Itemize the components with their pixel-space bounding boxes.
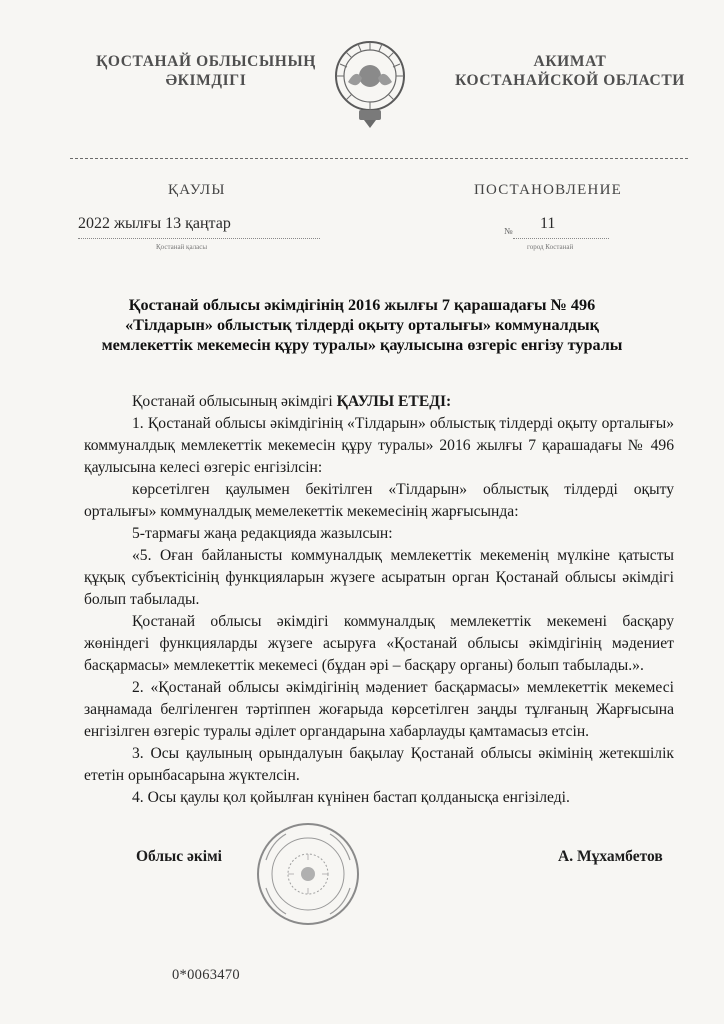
paragraph-3: 5-тармағы жаңа редакцияда жазылсын: xyxy=(132,525,393,542)
paragraph-8: 4. Осы қаулы қол қойылған күнінен бастап қолданысқа енгізіледі. xyxy=(132,789,570,806)
header-russian-line2: КОСТАНАЙСКОЙ ОБЛАСТИ xyxy=(455,72,685,89)
paragraph-7: 3. Осы қаулының орындалуын бақылау Қостанай облысы әкімінің жетекшілік ететін орынбасарына жүктелсін. xyxy=(84,745,674,784)
title-line1: Қостанай облысы әкімдігінің 2016 жылғы 7 қарашадағы № 496 xyxy=(128,296,596,314)
official-seal-icon xyxy=(252,820,364,928)
title-line2: «Тілдарын» облыстық тілдерді оқыту орталығы» коммуналдық xyxy=(125,316,599,334)
doc-type-russian: ПОСТАНОВЛЕНИЕ xyxy=(474,182,622,198)
intro-paragraph xyxy=(84,391,674,413)
document-date: 2022 жылғы 13 қаңтар xyxy=(78,215,231,232)
header-divider xyxy=(70,158,688,159)
title-line3: мемлекеттік мекемесін құру туралы» қаулысына өзгеріс енгізу туралы xyxy=(101,336,623,354)
header-kazakh-line1: ҚОСТАНАЙ ОБЛЫСЫНЫҢ xyxy=(96,53,316,70)
number-label: № xyxy=(504,226,513,236)
document-body xyxy=(84,391,674,809)
paragraph-4: «5. Оған байланысты коммуналдық мемлекеттік мекеменің мүлкіне қатысты құқық субъектісінің функцияларын жүзеге асыратын орган Қостанай облысы әкімдігі болып табылады. xyxy=(84,547,674,608)
doc-type-kazakh: ҚАУЛЫ xyxy=(168,182,226,198)
signatory-position: Облыс әкімі xyxy=(136,848,222,865)
paragraph-2: көрсетілген қаулымен бекітілген «Тілдарын» облыстық тілдерді оқыту орталығы» коммуналдық мемелекеттік мекемесінің жарғысында: xyxy=(84,481,674,520)
intro-text: Қостанай облысының әкімдігі xyxy=(132,393,337,410)
paragraph-1: 1. Қостанай облысы әкімдігінің «Тілдарын» облыстық тілдерді оқыту орталығы» коммуналдық мемлекеттік мекемесін құру туралы» 2016 жылғы 7 қарашадағы № 496 қаулысына келесі өзгеріс енгізілсін: xyxy=(84,415,674,476)
paragraph-5: Қостанай облысы әкімдігі коммуналдық мемлекеттік мекемені басқару жөніндегі функцияларды жүзеге асыруға «Қостанай облысы әкімдігінің мәдениет басқармасы» мемлекеттік мекемесі (бұдан әрі – басқару органы) болып табылады.». xyxy=(84,613,674,674)
serial-number: 0*0063470 xyxy=(172,967,240,983)
number-underline xyxy=(513,238,609,239)
document-title xyxy=(82,295,642,355)
header-russian xyxy=(440,52,700,90)
date-underline xyxy=(78,238,320,239)
paragraph-6: 2. «Қостанай облысы әкімдігінің мәдениет басқармасы» мемлекеттік мекемесі заңнамада белгіленген тәртіппен жоғарыда көрсетілген заңды тұлғаның Жарғысына енгізілген өзгеріс туралы әділет органдарына хабарлауды қамтамасыз етсін. xyxy=(84,679,674,740)
place-kazakh: Қостанай қаласы xyxy=(156,243,208,251)
signatory-name: А. Мұхамбетов xyxy=(558,848,663,865)
document-number: 11 xyxy=(540,215,556,232)
state-emblem-icon xyxy=(334,38,406,130)
place-russian: город Костанай xyxy=(527,243,574,251)
header-kazakh-line2: ӘКІМДІГІ xyxy=(165,72,247,89)
header-kazakh xyxy=(88,52,324,90)
intro-decree: ҚАУЛЫ ЕТЕДІ: xyxy=(336,393,452,410)
header-russian-line1: АКИМАТ xyxy=(533,53,607,70)
